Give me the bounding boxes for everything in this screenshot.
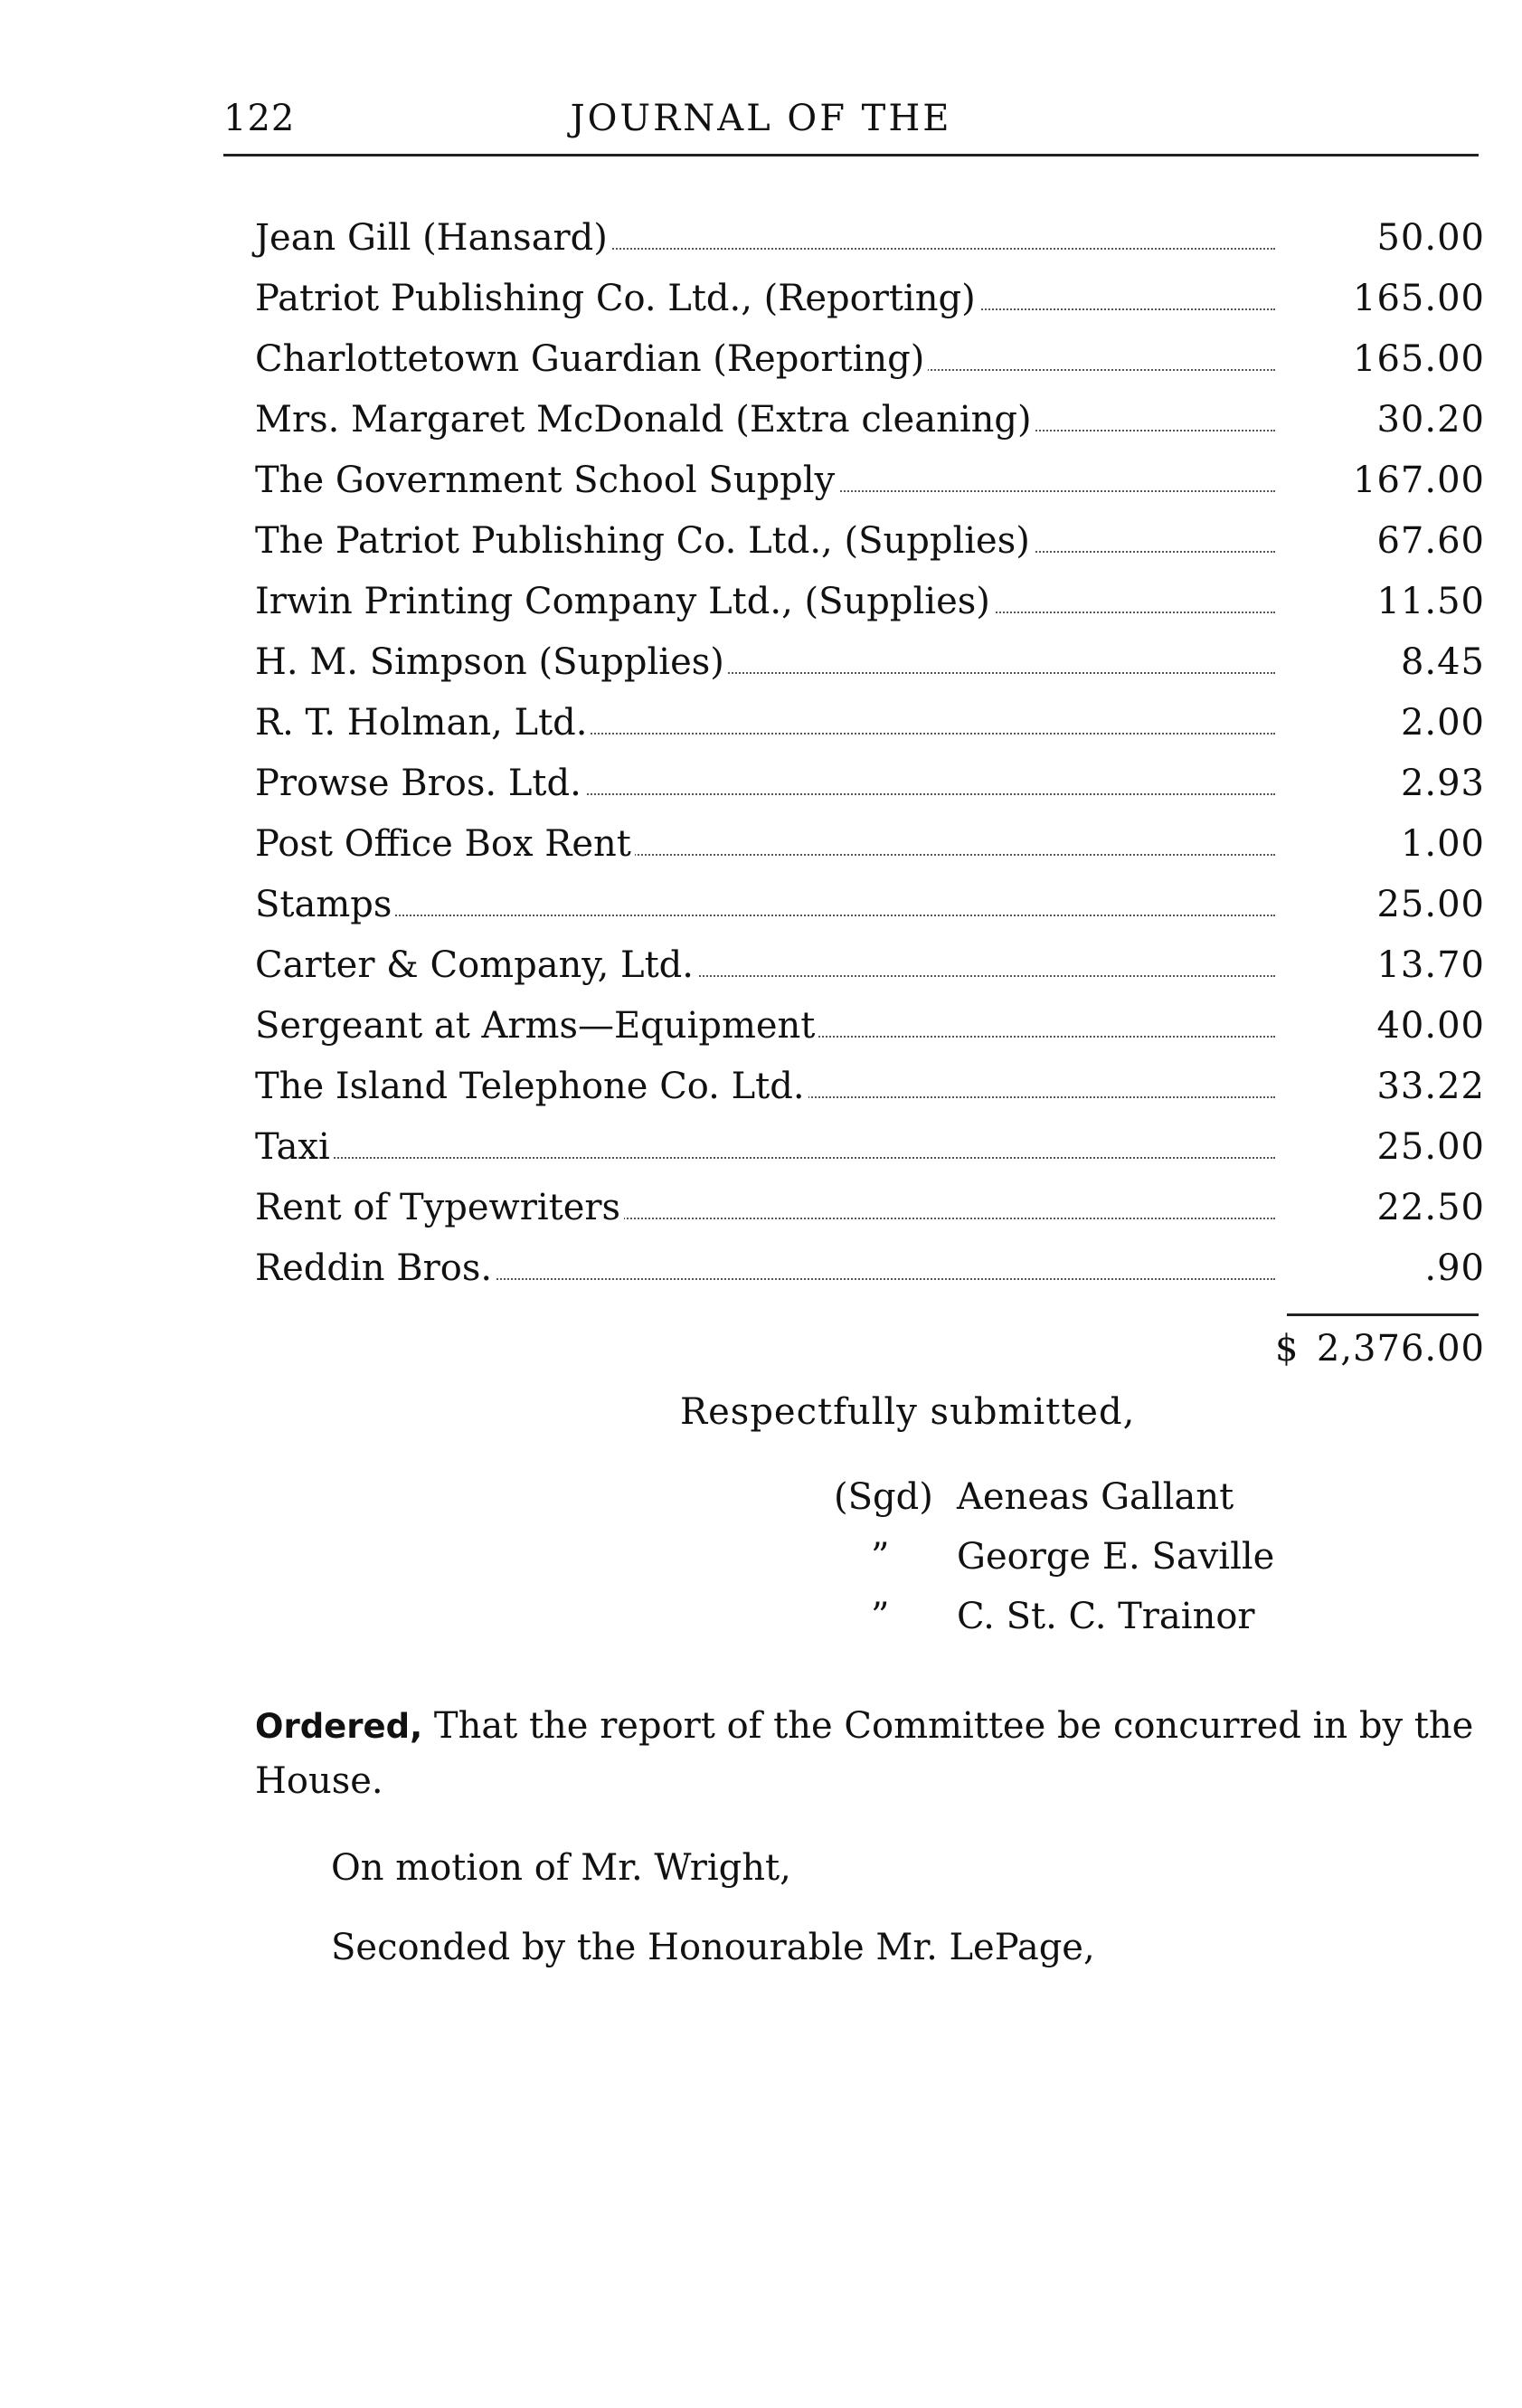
ledger-item-amount: 40.00 [1376, 1005, 1485, 1047]
page-number: 122 [223, 98, 296, 139]
dot-leader [255, 1157, 1275, 1159]
ledger-row [255, 754, 1485, 814]
ledger-item-amount: 11.50 [1376, 581, 1485, 622]
ledger-row [255, 208, 1485, 269]
ledger-row [255, 814, 1485, 875]
ledger-item-amount: 67.60 [1376, 520, 1485, 562]
ledger-row [255, 329, 1485, 390]
ledger-row [255, 511, 1485, 572]
expense-ledger [255, 208, 1485, 1299]
header-rule [223, 154, 1479, 156]
total-rule [1287, 1313, 1479, 1316]
ledger-item-label: Jean Gill (Hansard) [255, 217, 611, 259]
ledger-item-label: Patriot Publishing Co. Ltd., (Reporting) [255, 278, 979, 319]
ledger-item-amount: 165.00 [1353, 338, 1485, 380]
dot-leader [255, 915, 1275, 916]
ledger-item-amount: 50.00 [1376, 217, 1485, 259]
ledger-row [255, 1057, 1485, 1117]
page-header [0, 90, 1522, 154]
seconded-line: Seconded by the Honourable Mr. LePage, [331, 1927, 1095, 1968]
ledger-item-amount: 167.00 [1353, 460, 1485, 501]
ledger-item-amount: 13.70 [1376, 944, 1485, 986]
ledger-row [255, 996, 1485, 1057]
signatory-name: C. St. C. Trainor [957, 1596, 1255, 1637]
ordered-text: That the report of the Committee be concurred in by the House. [255, 1705, 1474, 1802]
motion-line: On motion of Mr. Wright, [331, 1847, 791, 1889]
ledger-row [255, 390, 1485, 450]
ledger-row [255, 1117, 1485, 1178]
ledger-item-label: Mrs. Margaret McDonald (Extra cleaning) [255, 399, 1035, 441]
ledger-item-label: R. T. Holman, Ltd. [255, 702, 591, 744]
ledger-item-label: Reddin Bros. [255, 1247, 496, 1289]
ledger-item-amount: 30.20 [1376, 399, 1485, 441]
ledger-item-label: Carter & Company, Ltd. [255, 944, 697, 986]
ledger-item-amount: 25.00 [1376, 884, 1485, 925]
ledger-item-amount: 1.00 [1400, 823, 1485, 865]
ledger-item-amount: 165.00 [1353, 278, 1485, 319]
ordered-lead: Ordered, [255, 1707, 423, 1746]
ledger-item-label: Taxi [255, 1126, 334, 1168]
closing-salutation: Respectfully submitted, [680, 1391, 1136, 1433]
ledger-row [255, 1178, 1485, 1238]
ledger-item-amount: 8.45 [1400, 641, 1485, 683]
ledger-item-label: Rent of Typewriters [255, 1187, 624, 1228]
ditto-mark: ” [871, 1536, 890, 1578]
running-title: JOURNAL OF THE [570, 98, 952, 139]
ledger-item-amount: 22.50 [1376, 1187, 1485, 1228]
signature-prefix: (Sgd) [834, 1476, 933, 1518]
ledger-item-label: Stamps [255, 884, 395, 925]
ledger-row [255, 1238, 1485, 1299]
ledger-row [255, 450, 1485, 511]
ledger-item-amount: 33.22 [1376, 1066, 1485, 1107]
ledger-item-label: Sergeant at Arms—Equipment [255, 1005, 818, 1047]
ledger-row [255, 935, 1485, 996]
ledger-item-amount: 2.00 [1400, 702, 1485, 744]
ledger-item-label: Irwin Printing Company Ltd., (Supplies) [255, 581, 994, 622]
ledger-row [255, 875, 1485, 935]
ledger-item-amount: .90 [1424, 1247, 1485, 1289]
ordered-paragraph [255, 1699, 1480, 1808]
ledger-item-label: Post Office Box Rent [255, 823, 635, 865]
ledger-row [255, 269, 1485, 329]
ledger-item-label: Charlottetown Guardian (Reporting) [255, 338, 928, 380]
ledger-item-label: The Island Telephone Co. Ltd. [255, 1066, 808, 1107]
ledger-item-label: The Patriot Publishing Co. Ltd., (Supplies) [255, 520, 1034, 562]
ledger-row [255, 572, 1485, 632]
signatory-name: Aeneas Gallant [957, 1476, 1234, 1518]
ledger-item-label: H. M. Simpson (Supplies) [255, 641, 728, 683]
ditto-mark: ” [871, 1596, 890, 1637]
total-amount: 2,376.00 [1316, 1328, 1485, 1370]
ledger-item-label: Prowse Bros. Ltd. [255, 763, 585, 804]
ledger-row [255, 693, 1485, 754]
ledger-item-amount: 2.93 [1400, 763, 1485, 804]
ledger-item-amount: 25.00 [1376, 1126, 1485, 1168]
signatory-name: George E. Saville [957, 1536, 1275, 1578]
ledger-row [255, 632, 1485, 693]
ledger-item-label: The Government School Supply [255, 460, 838, 501]
currency-sign: $ [1275, 1328, 1299, 1370]
